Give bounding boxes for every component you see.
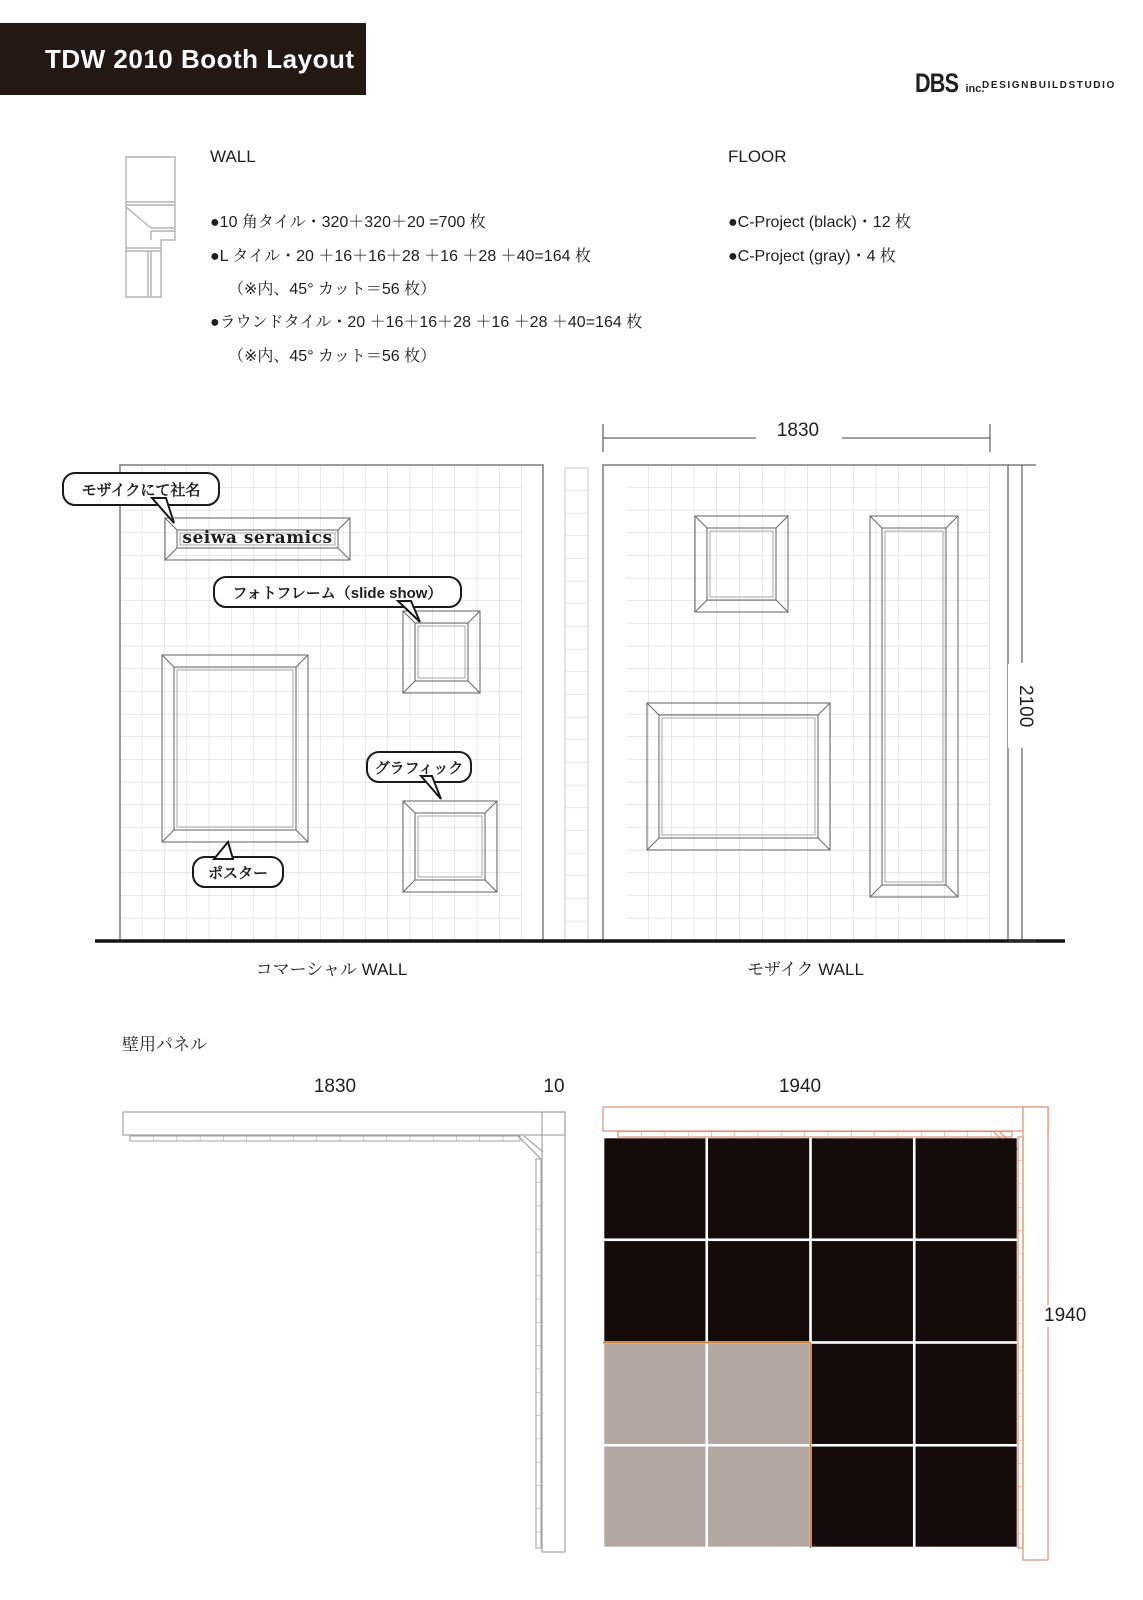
floor-tile-black (812, 1344, 913, 1444)
floor-tile-black (604, 1138, 705, 1238)
callout-graphic: グラフィック (366, 751, 472, 783)
panel-plan-drawing (123, 1112, 565, 1552)
panel-plan-heading: 壁用パネル (122, 1035, 207, 1054)
callout-mosaic-company-name: モザイクにて社名 (62, 472, 220, 506)
callout-photo-frame: フォトフレーム（slide show） (213, 576, 462, 608)
wall-height-dimension: 2100 (1008, 664, 1036, 748)
wall-edge-strip (565, 468, 588, 941)
floor-tile-gray (604, 1447, 705, 1547)
wall-spec-item: ●L タイル・20 ＋16＋16＋28 ＋16 ＋28 ＋40=164 枚 (210, 248, 591, 265)
company-sign-text: seiwa seramics (182, 528, 333, 548)
callout-tail (146, 497, 182, 527)
panel-length-dimension: 1830 (293, 1076, 377, 1098)
floor-tile-black (916, 1241, 1017, 1341)
dbs-logo-inc: inc. (965, 83, 985, 95)
dbs-logo (915, 68, 984, 99)
callout-tail (200, 838, 240, 860)
wall-spec-item: ●ラウンドタイル・20 ＋16＋16＋28 ＋16 ＋28 ＋40=164 枚 (210, 314, 643, 331)
wall-spec-item-note: （※内、45° カット＝56 枚） (228, 348, 437, 365)
floor-tile-black (708, 1138, 809, 1238)
floor-spec-item: ●C-Project (gray)・4 枚 (728, 248, 896, 265)
left-wall-caption: コマーシャル WALL (255, 960, 408, 979)
floor-tile-gray (708, 1447, 809, 1547)
floor-tile-black (812, 1241, 913, 1341)
callout-tail (413, 775, 449, 803)
floor-spec-item: ●C-Project (black)・12 枚 (728, 214, 912, 231)
floor-tile-gray (604, 1344, 705, 1444)
floor-tile-black (916, 1344, 1017, 1444)
callout-poster: ポスター (192, 856, 284, 888)
floor-tile-black (708, 1241, 809, 1341)
wall-width-dimension: 1830 (756, 420, 840, 442)
floor-tile-black (916, 1447, 1017, 1547)
wall-spec-item: ●10 角タイル・320＋320＋20 =700 枚 (210, 214, 486, 231)
wall-spec-item-note: （※内、45° カット＝56 枚） (228, 281, 437, 298)
floor-tile-black (604, 1241, 705, 1341)
floor-height-dimension: 1940 (1044, 1305, 1114, 1327)
right-wall-caption: モザイク WALL (747, 960, 864, 979)
callout-tail (392, 600, 428, 628)
designbuildstudio-logo: DESIGNBUILDSTUDIO (982, 80, 1116, 91)
floor-spec-heading: FLOOR (728, 147, 787, 166)
floor-tile-black (916, 1138, 1017, 1238)
page-title: TDW 2010 Booth Layout (45, 43, 355, 74)
floor-width-dimension: 1940 (758, 1076, 842, 1098)
floor-tile-black (812, 1447, 913, 1547)
title-banner (0, 23, 366, 95)
wall-spec-heading: WALL (210, 147, 256, 166)
floor-tile-black (812, 1138, 913, 1238)
dbs-logo-text: DBS (915, 68, 959, 98)
floor-tile-gray (708, 1344, 809, 1444)
wall-section-icon (126, 157, 175, 297)
panel-thickness-dimension: 10 (534, 1076, 574, 1098)
